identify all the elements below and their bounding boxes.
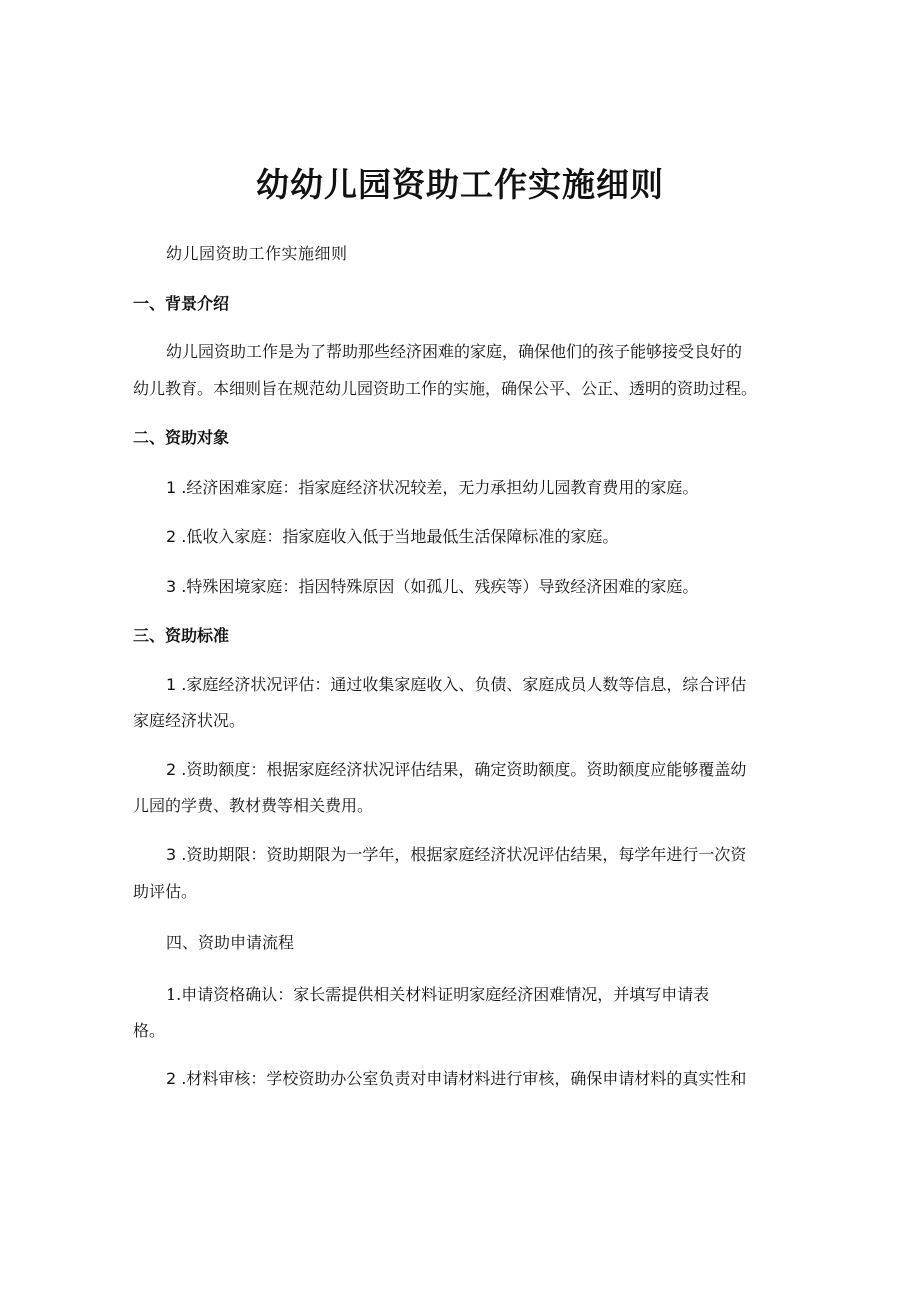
section-heading-application-process: 四、资助申请流程 (166, 933, 295, 952)
document-title: 幼幼儿园资助工作实施细则 (256, 165, 664, 204)
list-item-number: 2 (166, 527, 177, 546)
list-item-number: 1 (166, 675, 177, 694)
list-item-continuation: 格。 (133, 1021, 166, 1040)
list-item-number: 2 (166, 760, 177, 779)
list-item-text: .特殊困境家庭：指因特殊原因（如孤儿、残疾等）导致经济困难的家庭。 (181, 577, 699, 596)
list-item-number: 3 (166, 845, 177, 864)
list-item-text: .资助额度：根据家庭经济状况评估结果，确定资助额度。资助额度应能够覆盖幼 (181, 760, 747, 779)
list-item-number: 2 (166, 1069, 177, 1088)
document-subtitle: 幼儿园资助工作实施细则 (166, 244, 348, 263)
list-item (166, 844, 746, 866)
list-item-text: .材料审核：学校资助办公室负责对申请材料进行审核，确保申请材料的真实性和 (181, 1069, 747, 1088)
list-item (166, 526, 618, 548)
list-item-number: 1 (166, 478, 177, 497)
list-item-continuation: 儿园的学费、教材费等相关费用。 (133, 796, 374, 815)
list-item-text: .经济困难家庭：指家庭经济状况较差，无力承担幼儿园教育费用的家庭。 (181, 478, 699, 497)
section-heading-standards: 三、资助标准 (133, 626, 230, 645)
list-item-continuation: 家庭经济状况。 (133, 711, 246, 730)
paragraph-line: 幼儿教育。本细则旨在规范幼儿园资助工作的实施，确保公平、公正、透明的资助过程。 (133, 379, 758, 398)
list-item (166, 1068, 746, 1090)
list-item (166, 759, 746, 781)
list-item-number: 3 (166, 577, 177, 596)
list-item-text: .家庭经济状况评估：通过收集家庭收入、负债、家庭成员人数等信息，综合评估 (181, 675, 747, 694)
list-item-text: .低收入家庭：指家庭收入低于当地最低生活保障标准的家庭。 (181, 527, 619, 546)
list-item-text: .资助期限：资助期限为一学年，根据家庭经济状况评估结果，每学年进行一次资 (181, 845, 747, 864)
section-heading-background: 一、背景介绍 (133, 294, 230, 313)
list-item-continuation: 助评估。 (133, 882, 198, 901)
list-item (166, 576, 698, 598)
section-heading-recipients: 二、资助对象 (133, 428, 230, 447)
list-item: 1.申请资格确认：家长需提供相关材料证明家庭经济困难情况，并填写申请表 (166, 985, 710, 1004)
list-item (166, 477, 698, 499)
paragraph-line: 幼儿园资助工作是为了帮助那些经济困难的家庭，确保他们的孩子能够接受良好的 (166, 342, 743, 361)
list-item (166, 674, 746, 696)
